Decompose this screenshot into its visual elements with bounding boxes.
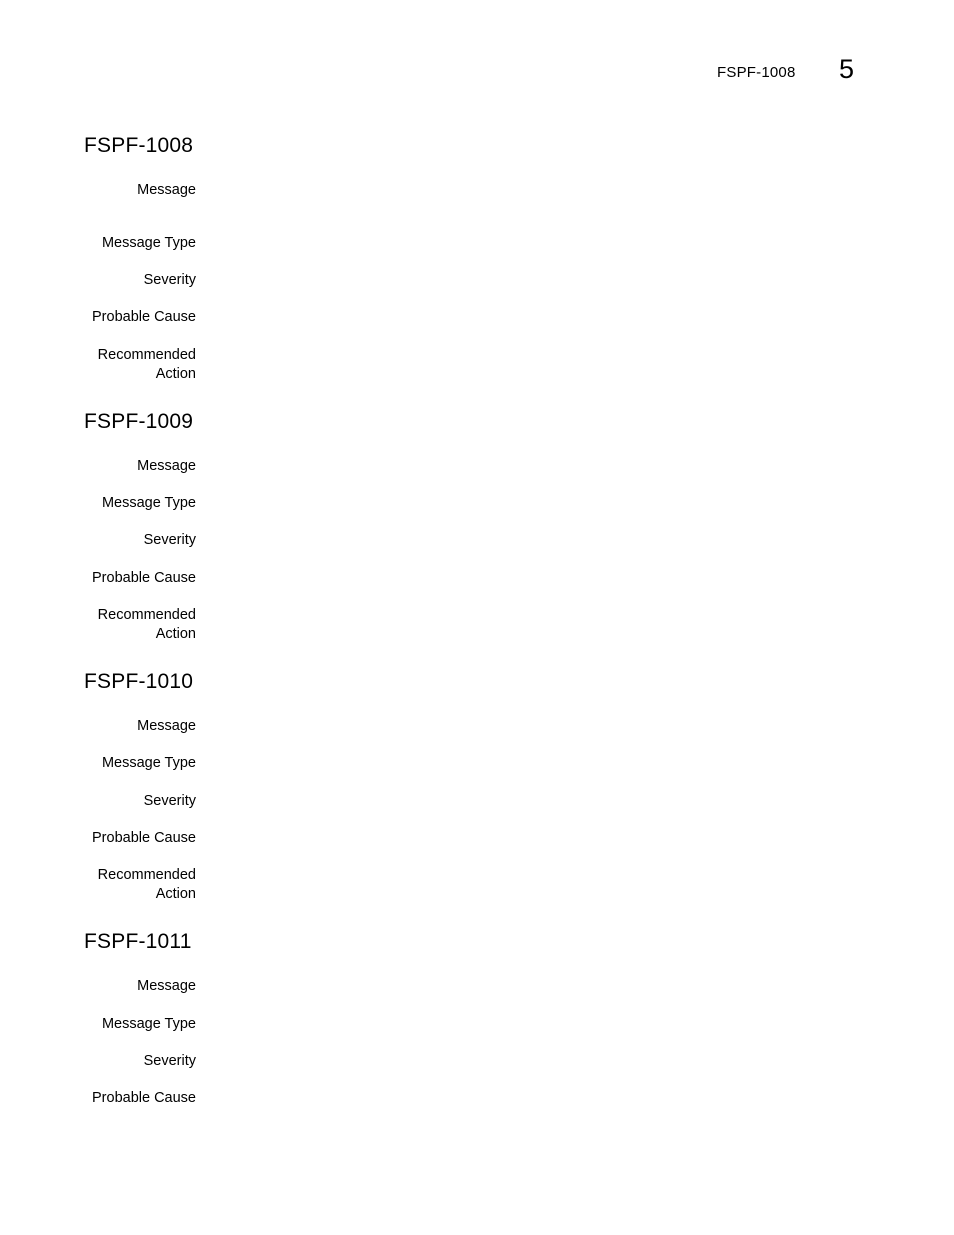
message-type-label: Message Type: [101, 1016, 196, 1032]
recommended-action-line-1: Recommended: [97, 867, 196, 883]
recommended-action-line-1: Recommended: [97, 607, 196, 623]
message-label: Message: [137, 978, 196, 994]
entry-title: FSPF-1009: [84, 410, 194, 433]
probable-cause-label: Probable Cause: [92, 570, 196, 586]
severity-label: Severity: [143, 532, 196, 548]
severity-label: Severity: [143, 1053, 196, 1069]
message-label: Message: [137, 458, 196, 474]
recommended-action-line-2: Action: [155, 886, 196, 902]
recommended-action-line-2: Action: [155, 626, 196, 642]
chapter-number: 5: [839, 54, 855, 84]
message-type-label: Message Type: [101, 755, 196, 771]
message-label: Message: [137, 182, 196, 198]
probable-cause-label: Probable Cause: [92, 1090, 196, 1106]
entry-title: FSPF-1010: [84, 670, 194, 693]
entry-title: FSPF-1008: [84, 134, 194, 157]
message-type-label: Message Type: [101, 235, 196, 251]
recommended-action-line-1: Recommended: [97, 347, 196, 363]
severity-label: Severity: [143, 272, 196, 288]
running-header-section: FSPF-1008: [717, 64, 796, 81]
entry-title: FSPF-1011: [84, 930, 192, 953]
probable-cause-label: Probable Cause: [92, 309, 196, 325]
probable-cause-label: Probable Cause: [92, 830, 196, 846]
message-label: Message: [137, 718, 196, 734]
recommended-action-label: [98, 346, 196, 384]
recommended-action-line-2: Action: [155, 366, 196, 382]
recommended-action-label: [98, 866, 196, 904]
recommended-action-label: [98, 606, 196, 644]
severity-label: Severity: [143, 793, 196, 809]
message-type-label: Message Type: [101, 495, 196, 511]
